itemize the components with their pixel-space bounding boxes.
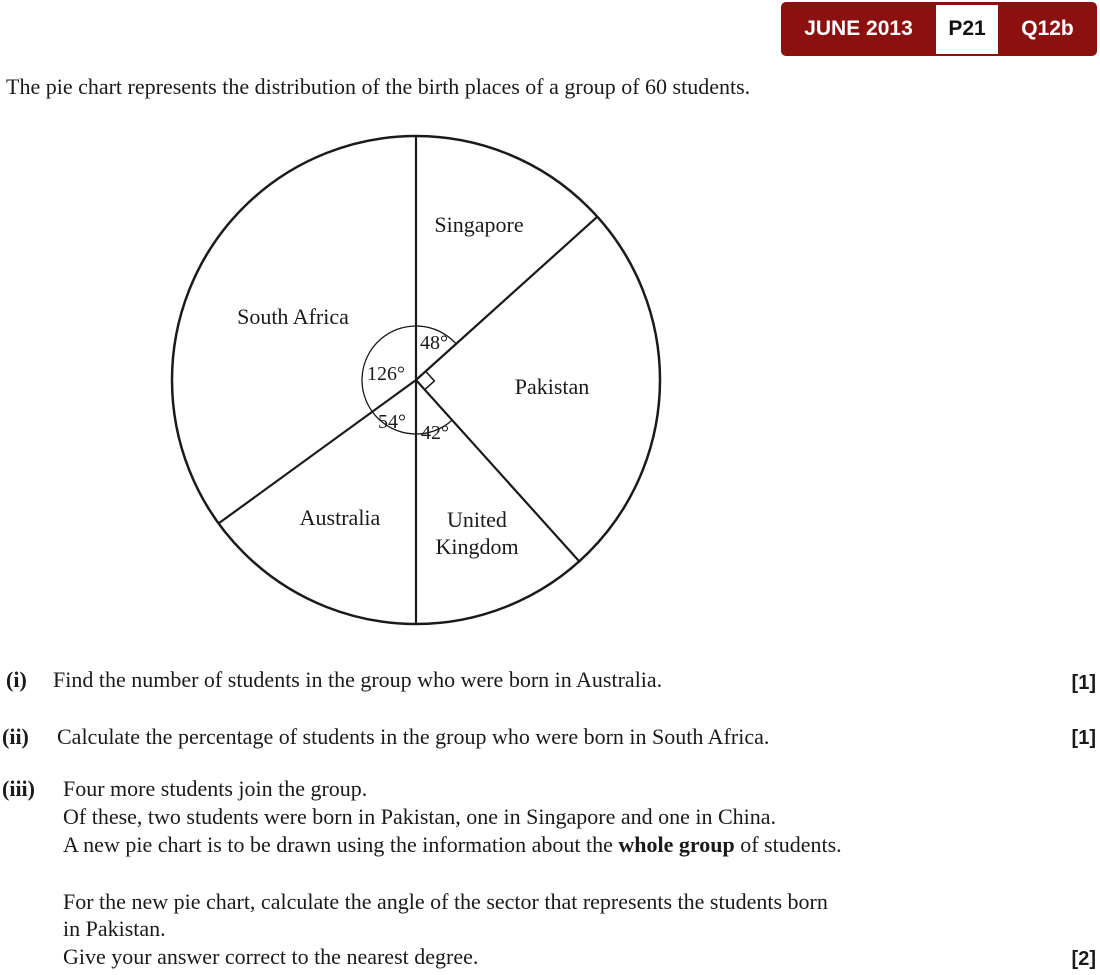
paper-number: P21 <box>936 5 998 54</box>
angle-label-united-kingdom: 42° <box>421 422 449 444</box>
slice-label-pakistan: Pakistan <box>514 374 590 399</box>
q3-line3-post: of students. <box>734 832 842 857</box>
slice-label-united-kingdom-line1: United <box>447 507 507 532</box>
right-angle-marker <box>425 371 435 389</box>
q1-text: Find the number of students in the group who were born in Australia. <box>53 667 663 692</box>
q3-line6: Give your answer correct to the nearest degree. <box>63 944 479 969</box>
q3-line3-bold: whole group <box>618 832 735 857</box>
q3-line3 <box>63 831 842 859</box>
exam-date: JUNE 2013 <box>804 17 913 40</box>
slice-label-united-kingdom-line2: Kingdom <box>435 534 519 559</box>
question-number: Q12b <box>1021 17 1074 40</box>
angle-label-south-africa: 126° <box>367 363 405 385</box>
slice-boundary-1 <box>416 217 597 380</box>
q2-marks: [1] <box>1071 727 1096 749</box>
q3-line2: Of these, two students were born in Pakistan, one in Singapore and one in China. <box>63 804 777 829</box>
slice-boundary-4 <box>219 380 416 523</box>
q3-line5: in Pakistan. <box>63 916 166 941</box>
q3-line4: For the new pie chart, calculate the angle of the sector that represents the students born <box>63 889 828 914</box>
q3-line1: Four more students join the group. <box>63 776 368 801</box>
q3-marks: [2] <box>1071 948 1096 970</box>
q3-label: (iii) <box>2 776 35 801</box>
q1-marks: [1] <box>1071 672 1096 694</box>
question-intro: The pie chart represents the distribution of the birth places of a group of 60 students. <box>6 74 751 99</box>
slice-label-australia: Australia <box>299 505 381 530</box>
slice-label-singapore: Singapore <box>434 212 524 237</box>
q1-label: (i) <box>6 667 27 692</box>
q2-label: (ii) <box>2 724 29 749</box>
q2-text: Calculate the percentage of students in the group who were born in South Africa. <box>57 724 770 749</box>
angle-label-australia: 54° <box>378 411 406 433</box>
angle-label-singapore: 48° <box>420 332 448 354</box>
slice-label-south-africa: South Africa <box>237 304 349 329</box>
q3-line3-pre: A new pie chart is to be drawn using the information about the <box>63 832 619 857</box>
